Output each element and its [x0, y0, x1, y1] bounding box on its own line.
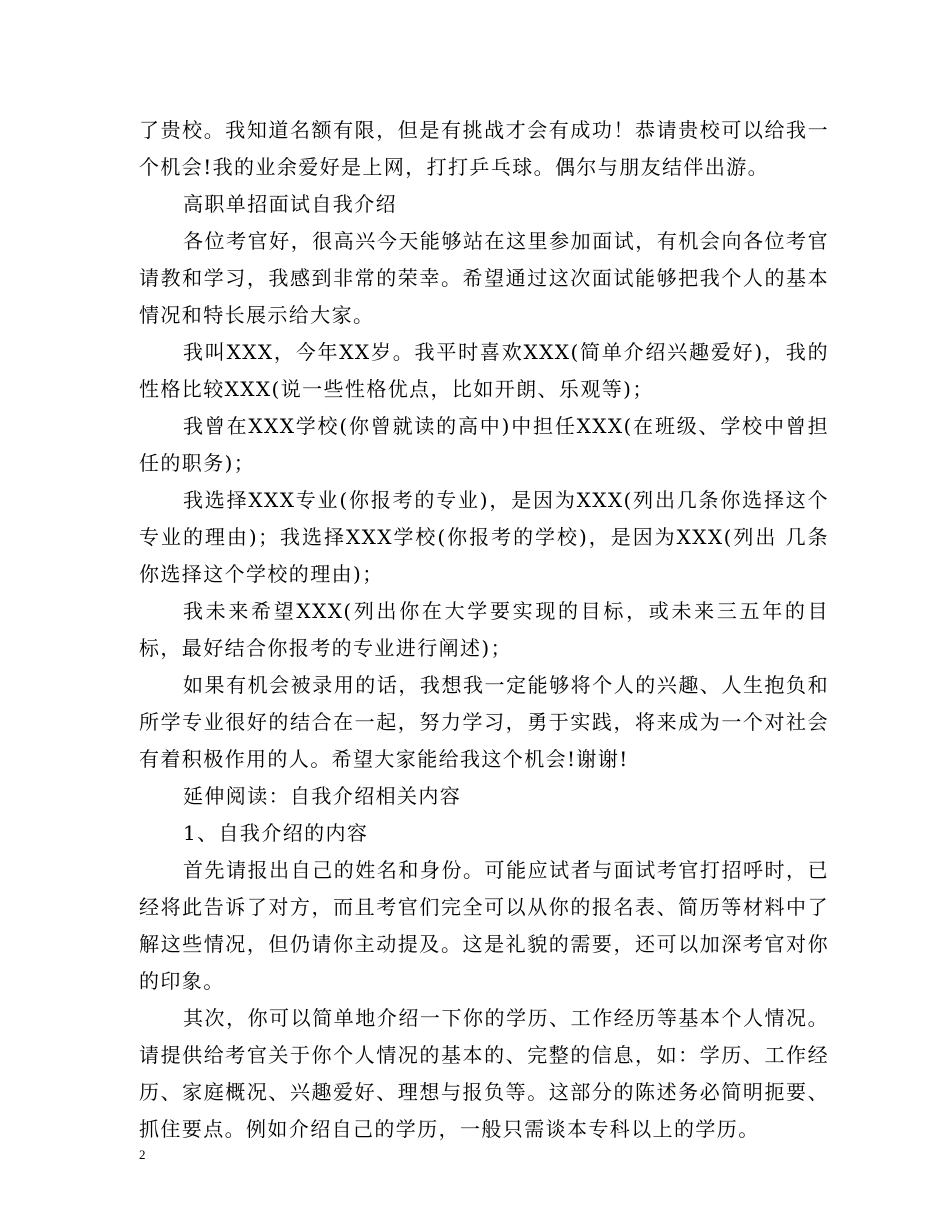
paragraph: 其次，你可以简单地介绍一下你的学历、工作经历等基本个人情况。请提供给考官关于你个人情况的基本的、完整的信息，如：学历、工作经历、家庭概况、兴趣爱好、理想与报负等。这部分的陈述务必简明扼要、抓住要点。例如介绍自己的学历，一般只需谈本专科以上的学历。 — [139, 1006, 829, 1141]
paragraph: 我叫XXX，今年XX岁。我平时喜欢XXX(简单介绍兴趣爱好)，我的性格比较XXX(说一些性格优点，比如开朗、乐观等)； — [139, 340, 829, 401]
paragraph: 我选择XXX专业(你报考的专业)，是因为XXX(列出几条你选择这个专业的理由)；我选择XXX学校(你报考的学校)，是因为XXX(列出 几条你选择这个学校的理由)； — [139, 488, 829, 586]
paragraph: 我未来希望XXX(列出你在大学要实现的目标，或未来三五年的目标，最好结合你报考的专业进行阐述)； — [139, 599, 829, 660]
paragraph-continuation: 了贵校。我知道名额有限，但是有挑战才会有成功！恭请贵校可以给我一个机会!我的业余爱好是上网，打打乒乓球。偶尔与朋友结伴出游。 — [139, 118, 829, 179]
paragraph: 各位考官好，很高兴今天能够站在这里参加面试，有机会向各位考官请教和学习，我感到非常的荣幸。希望通过这次面试能够把我个人的基本情况和特长展示给大家。 — [139, 229, 829, 327]
body-text — [139, 112, 829, 1148]
paragraph: 首先请报出自己的姓名和身份。可能应试者与面试考官打招呼时，已经将此告诉了对方，而且考官们完全可以从你的报名表、简历等材料中了解这些情况，但仍请你主动提及。这是礼貌的需要，还可以加深考官对你的印象。 — [139, 858, 829, 993]
section-heading: 延伸阅读：自我介绍相关内容 — [183, 784, 462, 808]
subsection-heading: 1、自我介绍的内容 — [183, 821, 369, 845]
page-number: 2 — [139, 1147, 146, 1162]
paragraph: 如果有机会被录用的话，我想我一定能够将个人的兴趣、人生抱负和所学专业很好的结合在一起，努力学习，勇于实践，将来成为一个对社会有着积极作用的人。希望大家能给我这个机会!谢谢! — [139, 673, 829, 771]
paragraph: 我曾在XXX学校(你曾就读的高中)中担任XXX(在班级、学校中曾担任的职务)； — [139, 414, 829, 475]
section-heading: 高职单招面试自我介绍 — [183, 192, 397, 216]
